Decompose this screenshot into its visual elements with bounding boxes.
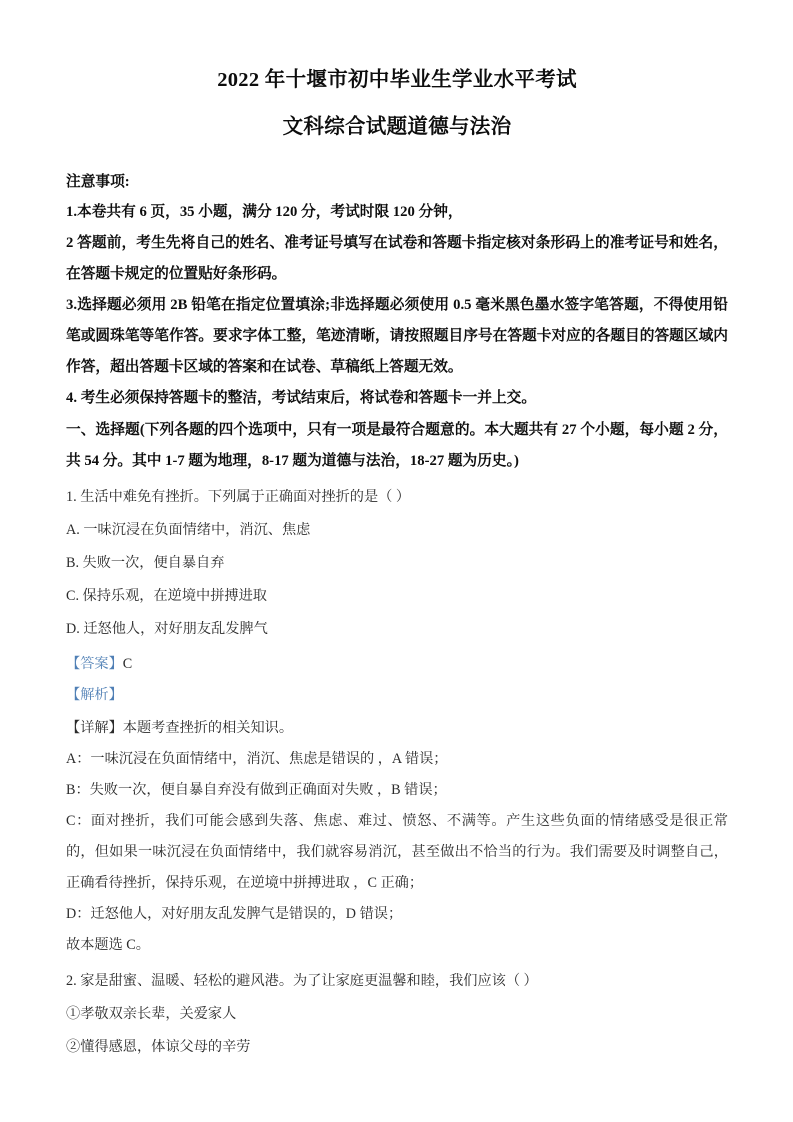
- notice-item-2: 2 答题前，考生先将自己的姓名、准考证号填写在试卷和答题卡指定核对条形码上的准考证号和姓名，在答题卡规定的位置贴好条形码。: [66, 235, 728, 282]
- page-title-line-2: 文科综合试题道德与法治: [282, 115, 512, 138]
- question-1-analysis-b: B：失败一次，便自暴自弃没有做到正确面对失败 ，B 错误；: [66, 782, 447, 798]
- question-2-stem: 2. 家是甜蜜、温暖、轻松的避风港。为了让家庭更温馨和睦，我们应该（ ）: [66, 973, 538, 989]
- notice-section: [66, 167, 728, 414]
- analysis-tag: 【解析】: [66, 687, 123, 703]
- question-1-detail-row: [66, 713, 728, 744]
- question-1-answer-row: [66, 649, 728, 680]
- question-1: [66, 481, 728, 961]
- question-1-analysis-d: D：迁怒他人，对好朋友乱发脾气是错误的，D 错误；: [66, 906, 403, 922]
- section-heading-multiple-choice: 一、选择题(下列各题的四个选项中，只有一项是最符合题意的。本大题共有 27 个小题，每小题 2 分，共 54 分。其中 1-7 题为地理，8-17 题为道德与法治，18-27 题为历史。): [66, 422, 728, 469]
- question-2-option-1[interactable]: ①孝敬双亲长辈，关爱家人: [66, 1006, 237, 1022]
- question-1-conclusion: 故本题选 C。: [66, 937, 150, 953]
- question-1-option-c[interactable]: C. 保持乐观，在逆境中拼搏进取: [66, 588, 267, 604]
- answer-tag: 【答案】: [66, 656, 123, 672]
- notice-heading: 注意事项:: [66, 174, 130, 190]
- question-2-option-2[interactable]: ②懂得感恩，体谅父母的辛劳: [66, 1039, 251, 1055]
- question-1-analysis-c: C：面对挫折，我们可能会感到失落、焦虑、难过、愤怒、不满等。产生这些负面的情绪感受是很正常的，但如果一味沉浸在负面情绪中，我们就容易消沉，甚至做出不恰当的行为。我们需要及时调整自己，正确看待挫折，保持乐观，在逆境中拼搏进取 ，C 正确；: [66, 813, 728, 891]
- notice-item-1: 1.本卷共有 6 页，35 小题，满分 120 分，考试时限 120 分钟，: [66, 204, 463, 220]
- question-1-option-a[interactable]: A. 一味沉浸在负面情绪中，消沉、焦虑: [66, 522, 311, 538]
- notice-item-3: 3.选择题必须用 2B 铅笔在指定位置填涂;非选择题必须使用 0.5 毫米黑色墨水签字笔答题，不得使用铅笔或圆珠笔等笔作答。要求字体工整，笔迹清晰，请按照题目序号在答题卡对应的各题目的答题区域内作答，超出答题卡区域的答案和在试卷、草稿纸上答题无效。: [66, 297, 728, 375]
- question-1-option-d[interactable]: D. 迁怒他人，对好朋友乱发脾气: [66, 621, 268, 637]
- question-1-analysis-row: [66, 680, 728, 711]
- question-2: [66, 965, 728, 1064]
- notice-item-4: 4. 考生必须保持答题卡的整洁，考试结束后，将试卷和答题卡一并上交。: [66, 390, 537, 406]
- question-1-analysis-a: A：一味沉浸在负面情绪中，消沉、焦虑是错误的 ，A 错误；: [66, 751, 448, 767]
- page-title-line-1: 2022 年十堰市初中毕业生学业水平考试: [217, 69, 577, 91]
- detail-intro-text: 本题考查挫折的相关知识。: [122, 720, 294, 736]
- detail-tag: 【详解】: [66, 720, 123, 736]
- answer-value: C: [122, 656, 133, 672]
- question-1-stem: 1. 生活中难免有挫折。下列属于正确面对挫折的是（ ）: [66, 489, 411, 505]
- page-content: [66, 0, 728, 1064]
- question-1-option-b[interactable]: B. 失败一次，便自暴自弃: [66, 555, 225, 571]
